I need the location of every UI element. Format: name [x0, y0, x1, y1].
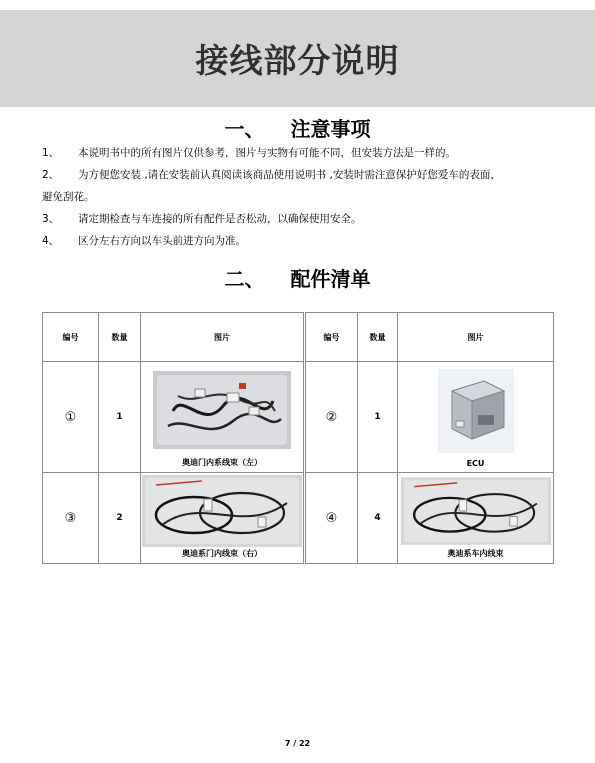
- note-text: 本说明书中的所有图片仅供参考，图片与实物有可能不同，但安装方法是一样的。: [78, 147, 456, 159]
- item-picture-cell: [398, 362, 554, 473]
- table-header-row: [43, 313, 554, 362]
- note-index: 1、: [42, 147, 60, 159]
- table-row: [43, 473, 554, 564]
- column-header: 编号: [305, 313, 358, 362]
- item-caption: 奥迪系车内线束: [447, 549, 504, 558]
- note-item: [42, 164, 557, 186]
- section-heading-notes: [0, 113, 595, 142]
- parts-table: [42, 312, 554, 564]
- item-picture-cell: [141, 362, 305, 473]
- note-index: 3、: [42, 213, 60, 225]
- note-item: [42, 230, 557, 252]
- column-header: 编号: [43, 313, 99, 362]
- item-picture-cell: [398, 473, 554, 564]
- cable-bag-photo: [142, 475, 302, 547]
- column-header: 图片: [398, 313, 554, 362]
- item-number: ②: [305, 362, 358, 473]
- item-number: ④: [305, 473, 358, 564]
- item-caption: 奥迪门内系线束（左）: [182, 458, 262, 467]
- wiring-harness-bag-photo: [153, 371, 291, 449]
- ecu-module-photo: [438, 369, 514, 453]
- page-number: 7 / 22: [284, 739, 311, 748]
- note-text: 请定期检查与车连接的所有配件是否松动，以确保使用安全。: [78, 213, 362, 225]
- note-item: [42, 142, 557, 164]
- item-picture-cell: [141, 473, 305, 564]
- table-row: [43, 362, 554, 473]
- cable-bag-photo: [401, 475, 551, 547]
- note-item: [42, 208, 557, 230]
- section-title-text: 配件清单: [290, 267, 371, 291]
- item-quantity: 1: [99, 362, 141, 473]
- page-title: 接线部分说明: [195, 41, 400, 80]
- item-number: ①: [43, 362, 99, 473]
- section-heading-parts: [0, 263, 595, 292]
- item-quantity: 4: [358, 473, 398, 564]
- section-number: 一、: [224, 117, 265, 141]
- note-text: 为方便您安装 ,请在安装前认真阅读该商品使用说明书 ,安装时需注意保护好您爱车的表面，: [78, 169, 501, 181]
- item-quantity: 2: [99, 473, 141, 564]
- notes-list: [42, 142, 557, 252]
- note-text: 区分左右方向以车头前进方向为准。: [78, 235, 246, 247]
- section-title-text: 注意事项: [290, 117, 371, 141]
- item-number: ③: [43, 473, 99, 564]
- section-number: 二、: [224, 267, 265, 291]
- column-header: 数量: [358, 313, 398, 362]
- title-banner: [0, 10, 595, 107]
- note-index: 4、: [42, 235, 60, 247]
- item-quantity: 1: [358, 362, 398, 473]
- note-index: 2、: [42, 169, 60, 181]
- item-caption: 奥迪系门内线束（右）: [182, 549, 262, 558]
- note-continuation: 避免刮花。: [42, 191, 95, 203]
- column-header: 图片: [141, 313, 305, 362]
- item-caption: ECU: [466, 459, 485, 468]
- column-header: 数量: [99, 313, 141, 362]
